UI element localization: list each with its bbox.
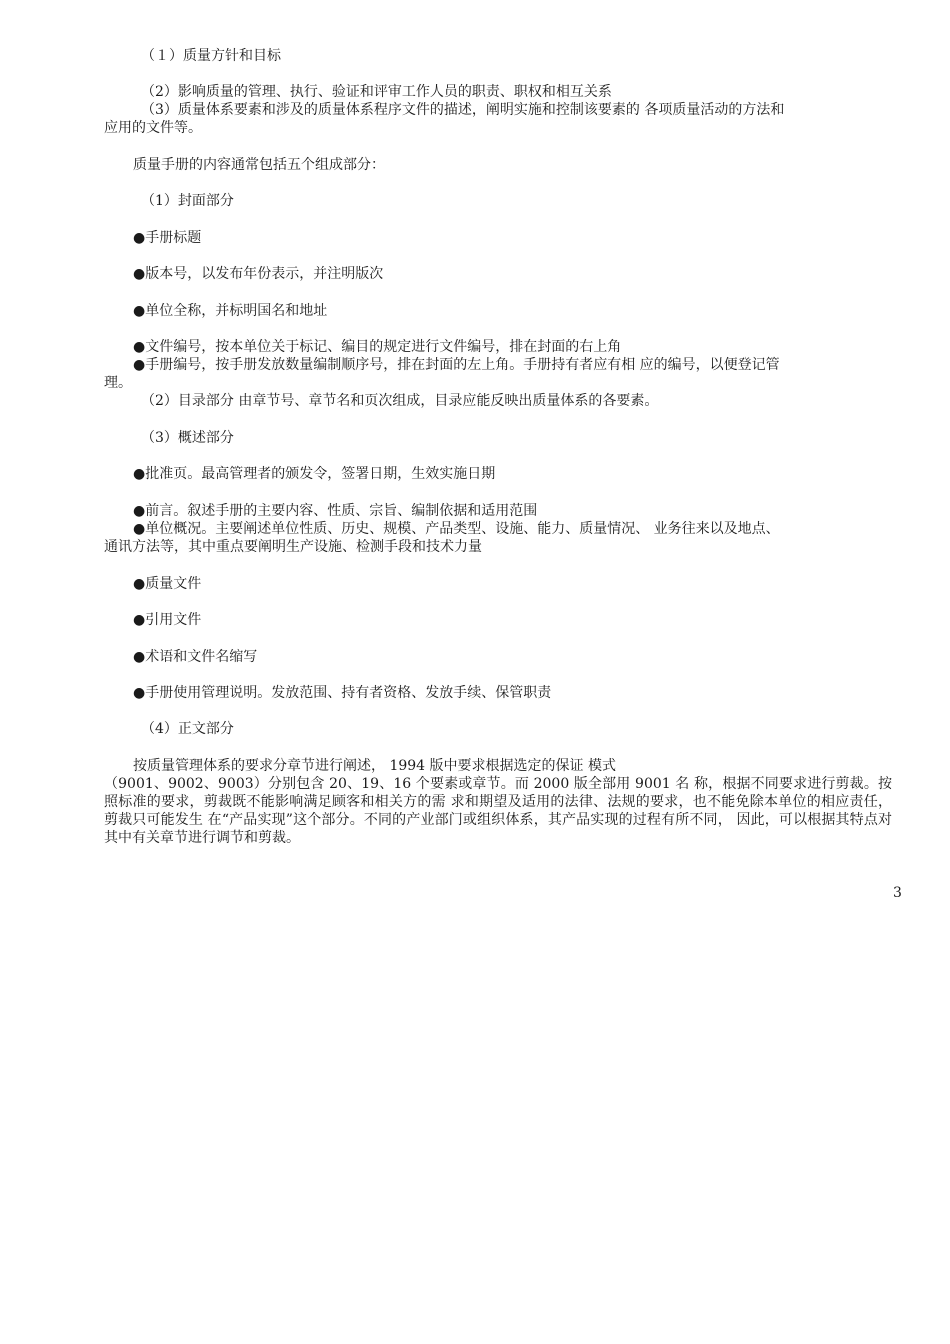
bullet-referenced-documents: ●引用文件 bbox=[133, 612, 202, 628]
list-item-responsibilities: （2）影响质量的管理、执行、验证和评审工作人员的职责、职权和相互关系 bbox=[141, 84, 612, 100]
bullet-unit-overview-cont: 通讯方法等，其中重点要阐明生产设施、检测手段和技术力量 bbox=[104, 539, 482, 555]
body-paragraph: （9001、9002、9003）分别包含 20、19、16 个要素或章节。而 2000 版全部用 9001 名 称，根据不同要求进行剪裁。按照标准的要求，剪裁既不能影响满足顾客和相关方的需 求和期望及适用的法律、法规的要求，也不能免除本单位的相应责任，剪裁只可能发生 在“产品实现”这个部分。不同的产业部门或组织体系，其产品实现的过程有所不同， 因此，可以根据其特点对其中有关章节进行调节和剪裁。 bbox=[104, 776, 892, 846]
section-heading-main-text: （4）正文部分 bbox=[141, 721, 234, 737]
bullet-manual-number: ●手册编号，按手册发放数量编制顺序号，排在封面的左上角。手册持有者应有相 应的编号，以便登记管 bbox=[133, 357, 780, 373]
list-item-elements-description-cont: 应用的文件等。 bbox=[104, 120, 202, 136]
section-heading-cover: （1）封面部分 bbox=[141, 193, 234, 209]
bullet-unit-overview: ●单位概况。主要阐述单位性质、历史、规模、产品类型、设施、能力、质量情况、 业务往来以及地点、 bbox=[133, 521, 780, 537]
bullet-unit-name: ●单位全称，并标明国名和地址 bbox=[133, 303, 328, 319]
bullet-quality-documents: ●质量文件 bbox=[133, 576, 202, 592]
section-heading-contents: （2）目录部分 由章节号、章节名和页次组成，目录应能反映出质量体系的各要素。 bbox=[141, 393, 659, 409]
page-number: 3 bbox=[893, 885, 902, 901]
section-heading-overview: （3）概述部分 bbox=[141, 430, 234, 446]
section-intro-paragraph: 质量手册的内容通常包括五个组成部分： bbox=[133, 157, 385, 173]
bullet-terms-abbreviations: ●术语和文件名缩写 bbox=[133, 649, 258, 665]
bullet-manual-title: ●手册标题 bbox=[133, 230, 202, 246]
bullet-preface: ●前言。叙述手册的主要内容、性质、宗旨、编制依据和适用范围 bbox=[133, 503, 538, 519]
bullet-approval-page: ●批准页。最高管理者的颁发令，签署日期，生效实施日期 bbox=[133, 466, 496, 482]
list-item-elements-description: （3）质量体系要素和涉及的质量体系程序文件的描述，阐明实施和控制该要素的 各项质量活动的方法和 bbox=[141, 102, 785, 118]
bullet-version-number: ●版本号，以发布年份表示，并注明版次 bbox=[133, 266, 384, 282]
bullet-document-number: ●文件编号，按本单位关于标记、编目的规定进行文件编号，排在封面的右上角 bbox=[133, 339, 622, 355]
bullet-manual-number-cont: 理。 bbox=[104, 375, 132, 391]
bullet-manual-usage: ●手册使用管理说明。发放范围、持有者资格、发放手续、保管职责 bbox=[133, 685, 552, 701]
body-paragraph-first-line: 按质量管理体系的要求分章节进行阐述， 1994 版中要求根据选定的保证 模式 bbox=[133, 758, 616, 774]
list-item-quality-policy: （１）质量方针和目标 bbox=[141, 48, 281, 64]
